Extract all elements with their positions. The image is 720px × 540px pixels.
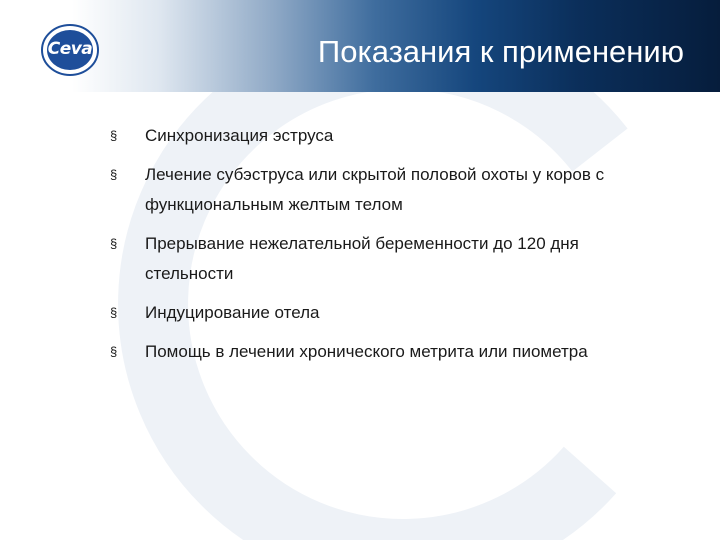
bullet-text: Помощь в лечении хронического метрита или пиометра — [145, 342, 588, 361]
logo-text: Ceva — [47, 39, 93, 59]
bullet-marker: § — [110, 305, 118, 320]
bullet-text: Индуцирование отела — [145, 303, 320, 322]
slide-title: Показания к применению — [317, 34, 684, 69]
bullet-text: Лечение субэструса или скрытой половой охоты у коров с функциональным желтым телом — [145, 165, 605, 214]
list-item — [110, 160, 670, 220]
bullet-marker: § — [110, 236, 118, 251]
bullet-marker: § — [110, 167, 118, 182]
bullet-text: Прерывание нежелательной беременности до 120 дня стельности — [145, 234, 579, 283]
bullet-marker: § — [110, 344, 118, 359]
list-item — [110, 229, 670, 289]
list-item — [110, 298, 670, 328]
bullet-list — [110, 121, 670, 376]
ceva-logo — [40, 22, 100, 78]
list-item — [110, 121, 670, 151]
header-banner — [0, 0, 720, 92]
list-item — [110, 337, 670, 367]
bullet-text: Синхронизация эструса — [145, 126, 334, 145]
bullet-marker: § — [110, 128, 118, 143]
